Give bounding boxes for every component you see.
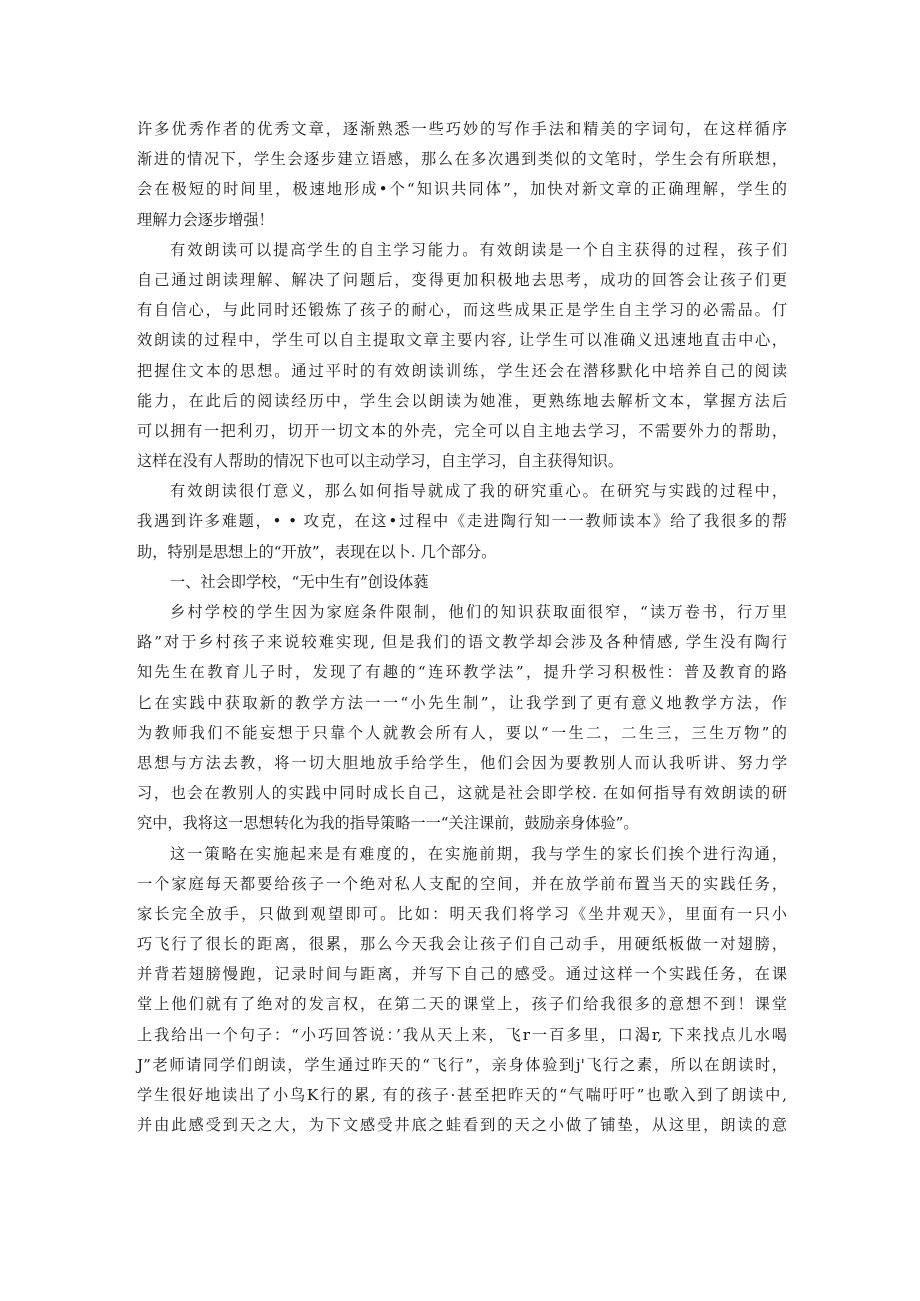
- body-text: [137, 114, 787, 1140]
- text-line: 助，特别是思想上的“开放”，表现在以卜. 几个部分。: [137, 542, 497, 561]
- text-line: 并背若翅膀慢跑，记录时间与距离，并写下自己的感受。通过这样一个实践任务，在课: [137, 965, 787, 984]
- text-line: J”老师请同学们朗读，学生通过昨天的“飞行”，亲身体验到j'飞行之素，所以在朗读时，: [137, 1055, 787, 1074]
- text-line: 理解力会逐步增强！: [137, 210, 274, 229]
- text-line: 我遇到许多难题，• • 攻克，在这•过程中《走进陶行知一一教师读本》给了我很多的帮: [137, 512, 787, 531]
- text-line: 这一策略在实施起来是有难度的，在实施前期，我与学生的家长们挨个进行沟通，: [170, 844, 787, 863]
- text-line: 家长完全放手，只做到观望即可。比如：明天我们将学习《坐井观天》，里面有一只小: [137, 904, 787, 923]
- text-line: 为教师我们不能妄想于只靠个人就教会所有人，要以“一生二，二生三，三生万物”的: [137, 723, 787, 742]
- text-line: 自己通过朗读理解、解决了问题后，变得更加积极地去思考，成功的回答会让孩子们更: [137, 270, 787, 289]
- text-line: 思想与方法去教，将一切大胆地放手给学生，他们会因为要教别人而认我听讲、努力学: [137, 753, 787, 772]
- text-line: 把握住文本的思想。通过平时的有效朗读训练，学生还会在潜移默化中培养自己的阅读: [137, 361, 787, 380]
- text-line: 堂上他们就有了绝对的发言权，在第二天的课堂上，孩子们给我很多的意想不到！课堂: [137, 995, 787, 1014]
- text-line: 巧飞行了很长的距离，很累，那么今天我会让孩子们自己动手，用硬纸板做一对翅膀，: [137, 935, 787, 954]
- text-line: 路”对于乡村孩子来说较难实现, 但是我们的语文教学却会涉及各种情感, 学生没有陶行: [137, 633, 787, 652]
- text-line: 可以拥有一把利刃，切开一切文本的外壳，完全可以自主地去学习，不需要外力的帮助，: [137, 421, 787, 440]
- text-line: 并由此感受到天之大，为下文感受井底之蛙看到的天之小做了铺垫，从这里，朗读的意: [137, 1116, 787, 1135]
- text-line: 能力，在此后的阅读经历中，学生会以朗读为她准，更熟练地去解析文本，掌握方法后: [137, 391, 787, 410]
- text-line: 学生很好地读出了小鸟K行的累, 有的孩子·甚至把昨天的“气喘吁吁”也歌入到了朗读中,: [137, 1086, 787, 1104]
- text-line: 许多优秀作者的优秀文章，逐渐熟悉一些巧妙的写作手法和精美的字词句，在这样循序: [137, 120, 787, 138]
- text-line: 一个家庭每天都要给孩子一个绝对私人支配的空间，并在放学前布置当天的实践任务，: [137, 874, 787, 893]
- text-line: 究中，我将这一思想转化为我的指导策略一一“关注课前，鼓励亲身体验”。: [137, 814, 639, 833]
- text-line: 效朗读的过程中，学生可以自主提取文章主要内容, 让学生可以准确义迅速地直击中心，: [137, 331, 787, 350]
- text-line: 上我给出一个句子：“小巧回答说：’我从天上来，飞r一百多里，口渴r, 下来找点儿水喝: [137, 1025, 787, 1044]
- text-line: 一、社会即学校，“无中生有”创设体蕤: [170, 572, 429, 591]
- text-line: 有自信心，与此同时还锻炼了孩子的耐心，而这些成果正是学生自主学习的必需品。仃: [137, 301, 787, 320]
- text-line: 匕在实践中获取新的教学方法一一“小先生制”，让我学到了更有意义地教学方法，作: [137, 693, 787, 712]
- text-line: 渐进的情况下，学生会逐步建立语感，那么在多次遇到类似的文笔时，学生会有所联想，: [137, 150, 787, 169]
- text-line: 有效朗读可以提高学生的自主学习能力。有效朗读是一个自主获得的过程，孩子们: [170, 240, 787, 259]
- text-line: 乡村学校的学生因为家庭条件限制，他们的知识获取面很窄，“读万卷书，行万里: [170, 603, 787, 621]
- text-line: 会在极短的时间里，极速地形成•个“知识共同体”，加快对新文章的正确理解，学生的: [137, 180, 787, 199]
- text-line: 有效朗读很仃意义，那么如何指导就成了我的研究重心。在研究与实践的过程中，: [170, 482, 787, 501]
- text-line: 这样在没有人帮助的情况下也可以主动学习，自主学习，自主获得知识。: [137, 452, 623, 471]
- text-line: 习，也会在教别人的实践中同时成长自己，这就是社会即学校. 在如何指导有效朗读的研: [137, 784, 787, 803]
- text-line: 知先生在教育儿子时，发现了有趣的“连环教学法”，提升学习积极性：普及教育的路: [137, 663, 787, 682]
